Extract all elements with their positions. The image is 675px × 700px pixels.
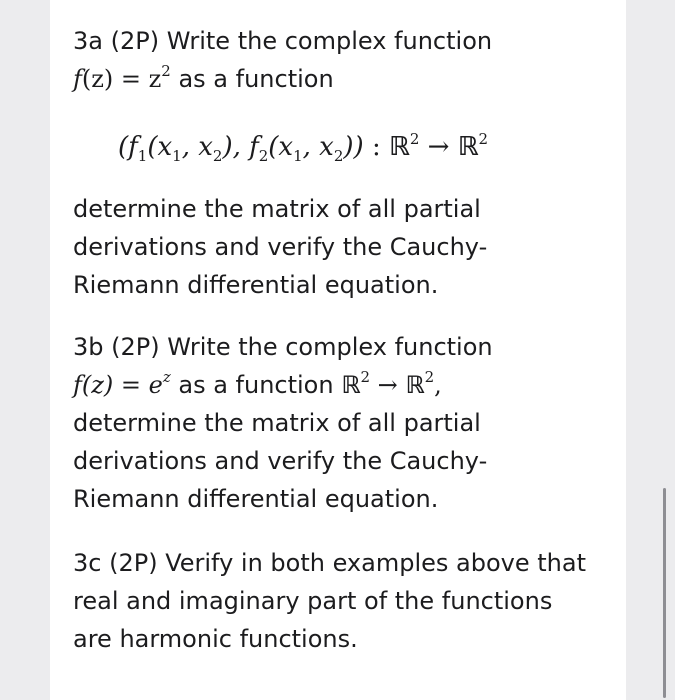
section-b-line-2: $f(z) = e^z$ as a function ℝ$^2$ → ℝ$^2$,	[73, 368, 442, 399]
section-a-line-1: 3a (2P) Write the complex function	[73, 27, 493, 55]
section-c-line-3: are harmonic functions.	[73, 625, 358, 653]
section-b-line-4: derivations and verify the Cauchy-	[73, 447, 488, 475]
section-c-line-1: 3c (2P) Verify in both examples above that	[73, 549, 586, 577]
scrollbar[interactable]	[663, 488, 666, 698]
section-b-line-1: 3b (2P) Write the complex function	[73, 333, 493, 361]
section-b-formula: $f(z) = e^z$	[73, 368, 171, 399]
section-a-display-formula: ($f_1(x_1$, $x_2$), $f_2(x_1$, $x_2$)) : ℝ$^2$ → ℝ$^2$	[118, 130, 489, 165]
section-a-formula: $f(z) = z^2$	[73, 62, 171, 93]
section-a-line-2: $f(z) = z^2$ as a function	[73, 62, 334, 93]
section-a-line-4: derivations and verify the Cauchy-	[73, 233, 488, 261]
section-b-line-5: Riemann differential equation.	[73, 485, 439, 513]
section-a-line-3: determine the matrix of all partial	[73, 195, 481, 223]
section-a-line-5: Riemann differential equation.	[73, 271, 439, 299]
section-c-line-2: real and imaginary part of the functions	[73, 587, 553, 615]
section-b-line-3: determine the matrix of all partial	[73, 409, 481, 437]
section-b-map-formula: ℝ$^2$ → ℝ$^2$,	[341, 368, 442, 399]
